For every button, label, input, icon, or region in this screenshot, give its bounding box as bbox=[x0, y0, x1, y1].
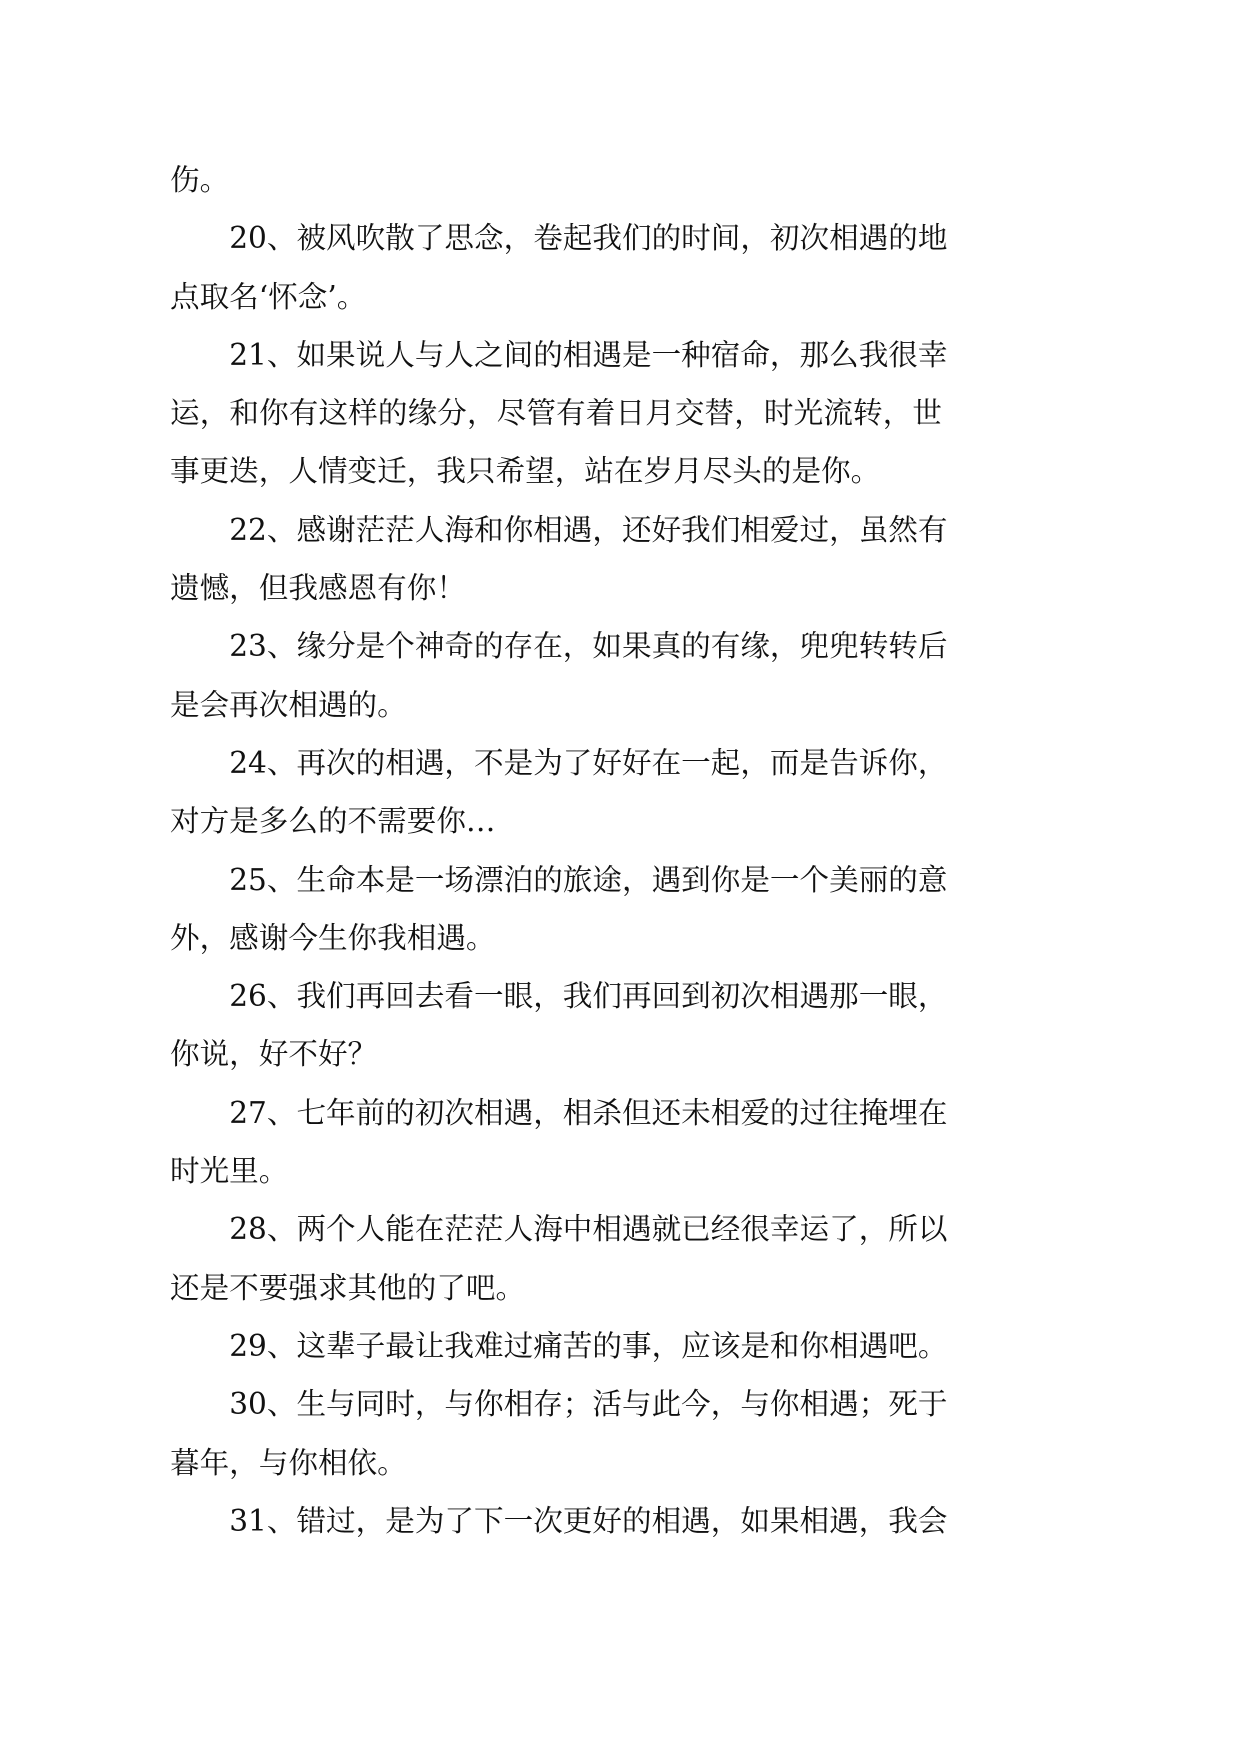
text-line: 21、如果说人与人之间的相遇是一种宿命，那么我很幸 bbox=[229, 337, 948, 372]
list-item bbox=[170, 617, 948, 734]
text-line: 遗憾，但我感恩有你！ bbox=[170, 571, 466, 606]
text-line: 20、被风吹散了思念，卷起我们的时间，初次相遇的地 bbox=[229, 221, 948, 256]
numbered-list bbox=[170, 209, 948, 1550]
list-item bbox=[170, 1375, 948, 1492]
text-line: 还是不要强求其他的了吧。 bbox=[170, 1270, 526, 1305]
list-item bbox=[170, 734, 948, 851]
document-page bbox=[170, 151, 948, 1550]
text-line: 运，和你有这样的缘分，尽管有着日月交替，时光流转，世 bbox=[170, 396, 942, 431]
text-line: 31、错过，是为了下一次更好的相遇，如果相遇，我会 bbox=[229, 1503, 948, 1538]
text-line: 23、缘分是个神奇的存在，如果真的有缘，兜兜转转后 bbox=[229, 629, 948, 664]
text-line: 26、我们再回去看一眼，我们再回到初次相遇那一眼， bbox=[229, 979, 948, 1014]
list-item bbox=[170, 1317, 948, 1375]
text-line: 对方是多么的不需要你… bbox=[170, 804, 496, 839]
list-item bbox=[170, 851, 948, 968]
list-item bbox=[170, 1084, 948, 1201]
list-item bbox=[170, 1492, 948, 1550]
text-line: 暮年，与你相依。 bbox=[170, 1445, 407, 1480]
text-line: 28、两个人能在茫茫人海中相遇就已经很幸运了，所以 bbox=[229, 1212, 948, 1247]
text-line: 点取名‘怀念’。 bbox=[170, 279, 367, 314]
text-line: 外，感谢今生你我相遇。 bbox=[170, 920, 496, 955]
text-line: 伤。 bbox=[170, 163, 230, 197]
text-line: 24、再次的相遇，不是为了好好在一起，而是告诉你， bbox=[229, 745, 948, 780]
list-item bbox=[170, 1200, 948, 1317]
text-line: 事更迭，人情变迁，我只希望，站在岁月尽头的是你。 bbox=[170, 454, 881, 489]
text-line: 30、生与同时，与你相存；活与此今，与你相遇；死于 bbox=[229, 1387, 948, 1422]
text-line: 22、感谢茫茫人海和你相遇，还好我们相爱过，虽然有 bbox=[229, 512, 948, 547]
list-item bbox=[170, 326, 948, 501]
text-line: 时光里。 bbox=[170, 1154, 289, 1189]
text-line: 27、七年前的初次相遇，相杀但还未相爱的过往掩埋在 bbox=[229, 1095, 948, 1130]
text-line: 是会再次相遇的。 bbox=[170, 687, 407, 722]
list-item bbox=[170, 209, 948, 326]
continuation-paragraph bbox=[170, 151, 942, 209]
text-line: 25、生命本是一场漂泊的旅途，遇到你是一个美丽的意 bbox=[229, 862, 948, 897]
list-item bbox=[170, 501, 948, 618]
text-line: 29、这辈子最让我难过痛苦的事，应该是和你相遇吧。 bbox=[229, 1328, 948, 1363]
text-line: 你说，好不好？ bbox=[170, 1037, 378, 1072]
list-item bbox=[170, 967, 948, 1084]
